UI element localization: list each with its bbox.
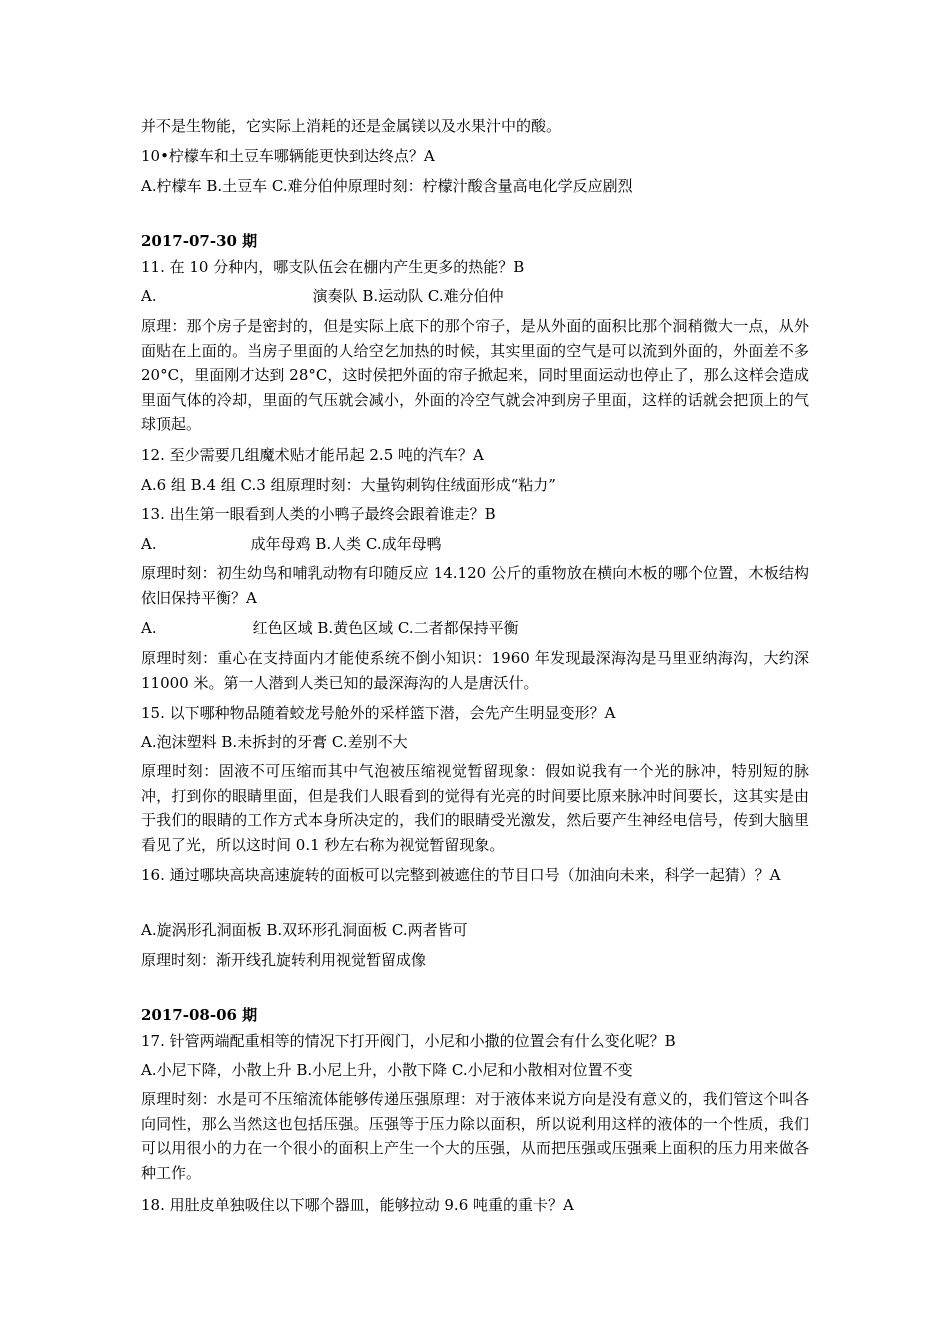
question-17-principle: 原理时刻：水是可不压缩流体能够传递压强原理：对于液体来说方向是没有意义的，我们管这个叫各向同性，那么当然这也包括压强。压强等于压力除以面积，所以说利用这样的液体的一个性质，我们可以用很小的力在一个很小的面积上产生一个大的压强，从而把压强或压强乘上面积的压力用来做各种工作。 (141, 1090, 809, 1182)
question-14-options (141, 616, 809, 641)
question-10: 10•柠檬车和土豆车哪辆能更快到达终点？A (141, 147, 435, 165)
question-15-options: A.泡沫塑料 B.未拆封的牙膏 C.差别不大 (141, 733, 408, 751)
question-12: 12. 至少需要几组魔术贴才能吊起 2.5 吨的汽车？A (141, 446, 484, 464)
question-16-principle: 原理时刻：渐开线孔旋转利用视觉暂留成像 (141, 951, 427, 969)
question-11: 11. 在 10 分种内，哪支队伍会在棚内产生更多的热能？B (141, 258, 525, 276)
question-11-options (141, 284, 809, 309)
issue-date-heading: 2017-08-06 期 (141, 1006, 258, 1024)
question-11-principle: 原理：那个房子是密封的，但是实际上底下的那个帘子，是从外面的面积比那个洞稍微大一点，从外面贴在上面的。当房子里面的人给空乞加热的时候，其实里面的空气是可以流到外面的，外面差不多 20°C，里面刚才达到 28°C，这时侯把外面的帘子掀起来，同时里面运动也停止了，那么这样会造成里面气体的冷却，里面的气压就会减小，外面的冷空气就会冲到房子里面，这样的话就会把顶上的气球顶起。 (141, 317, 809, 433)
options-text: 红色区域 B.黄色区域 C.二者都保持平衡 (252, 619, 519, 637)
option-a-label: A. (141, 619, 157, 637)
question-13-principle: 原理时刻：初生幼鸟和哺乳动物有印随反应 14.120 公斤的重物放在横向木板的哪个位置，木板结构依旧保持平衡？A (141, 564, 809, 607)
issue-date-heading: 2017-07-30 期 (141, 232, 258, 250)
option-a-label: A. (141, 535, 157, 553)
question-12-options: A.6 组 B.4 组 C.3 组原理时刻：大量钩刺钩住绒面形成“粘力” (141, 476, 556, 494)
question-17: 17. 针管两端配重相等的情况下打开阀门，小尼和小撒的位置会有什么变化呢？B (141, 1032, 676, 1050)
question-18: 18. 用肚皮单独吸住以下哪个器皿，能够拉动 9.6 吨重的重卡？A (141, 1196, 574, 1214)
question-15-principle: 原理时刻：固液不可压缩而其中气泡被压缩视觉暂留现象：假如说我有一个光的脉冲，特别短的脉冲，打到你的眼睛里面，但是我们人眼看到的觉得有光亮的时间要比原来脉冲时间要长，这其实是由于我们的眼睛的工作方式本身所决定的，我们的眼睛受光激发，然后要产生神经电信号，传到大脑里看见了光，所以这时间 0.1 秒左右称为视觉暂留现象。 (141, 762, 809, 854)
question-13: 13. 出生第一眼看到人类的小鸭子最终会跟着谁走？B (141, 505, 496, 523)
question-15: 15. 以下哪种物品随着蛟龙号舱外的采样篮下潜，会先产生明显变形？A (141, 704, 616, 722)
question-16-options: A.旋涡形孔洞面板 B.双环形孔洞面板 C.两者皆可 (141, 921, 468, 939)
options-text: 演奏队 B.运动队 C.难分伯仲 (312, 287, 504, 305)
question-13-options (141, 532, 809, 557)
question-17-options: A.小尼下降，小散上升 B.小尼上升，小散下降 C.小尼和小散相对位置不变 (141, 1061, 633, 1079)
options-text: 成年母鸡 B.人类 C.成年母鸭 (250, 535, 442, 553)
question-10-options: A.柠檬车 B.土豆车 C.难分伯仲原理时刻：柠檬汁酸含量高电化学反应剧烈 (141, 177, 633, 195)
intro-text: 并不是生物能，它实际上消耗的还是金属镁以及水果汁中的酸。 (141, 117, 562, 135)
option-a-label: A. (141, 287, 157, 305)
question-16: 16. 通过哪块高块高速旋转的面板可以完整到被遮住的节目口号（加油向未来，科学一起猜）？A (141, 866, 781, 884)
question-14-principle: 原理时刻：重心在支持面内才能使系统不倒小知识：1960 年发现最深海沟是马里亚纳海沟，大约深 11000 米。第一人潜到人类已知的最深海沟的人是唐沃什。 (141, 649, 809, 692)
